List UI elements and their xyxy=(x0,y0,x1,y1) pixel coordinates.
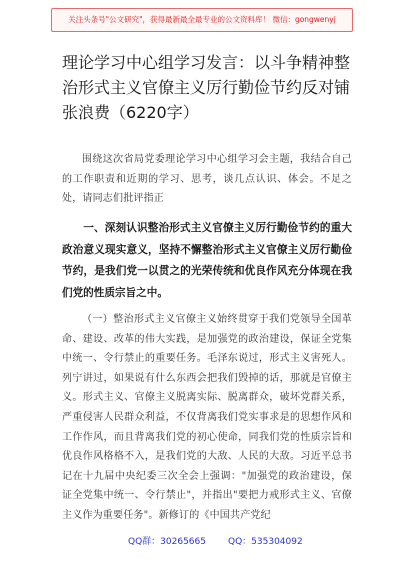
promo-banner xyxy=(51,8,353,32)
qq-group-number: QQ群：30265665 xyxy=(128,537,206,547)
intro-paragraph: 围绕这次省局党委理论学习中心组学习会主题，我结合自己的工作职责和近期的学习、思考，谈几点认识、体会。不足之处，请同志们批评指正 xyxy=(62,154,352,205)
promo-banner-text: 关注头条号"公文研究"，获得最新最全最专业的公文资料库！ 微信：gongwenyj xyxy=(68,15,336,24)
body-paragraph: （一）整治形式主义官僚主义始终贯穿于我们党领导全国革命、建设、改革的伟大实践，是加强党的政治建设，保证全党集中统一、令行禁止的重要任务。毛泽东说过，形式主义害死人。列宁讲过，如果说有什么东西会把我们毁掉的话，那就是官僚主义。形式主义、官僚主义脱离实际、脱离群众，破坏党群关系，严重侵害人民群众利益，不仅背离我们党实事求是的思想作风和工作作风，而且背离我们党的初心使命，同我们党的性质宗旨和优良作风格格不入，是我们党的大敌、人民的大敌。习近平总书记在十九届中央纪委三次全会上强调："加强党的政治建设，保证全党集中统一、令行禁止"，并指出"要把力戒形式主义、官僚主义作为重要任务"。新修订的《中国共产党纪 xyxy=(62,314,352,521)
qq-number: QQ：535304092 xyxy=(228,537,303,547)
section-heading: 一、深刻认识整治形式主义官僚主义厉行勤俭节约的重大政治意义现实意义，坚持不懈整治形式主义官僚主义厉行勤俭节约，是我们党一以贯之的光荣传统和优良作风充分体现在我们党的性质宗旨之中。 xyxy=(62,222,352,299)
contact-footer xyxy=(0,530,408,552)
document-title: 理论学习中心组学习发言：以斗争精神整治形式主义官僚主义厉行勤俭节约反对铺张浪费（6220字） xyxy=(62,53,351,122)
